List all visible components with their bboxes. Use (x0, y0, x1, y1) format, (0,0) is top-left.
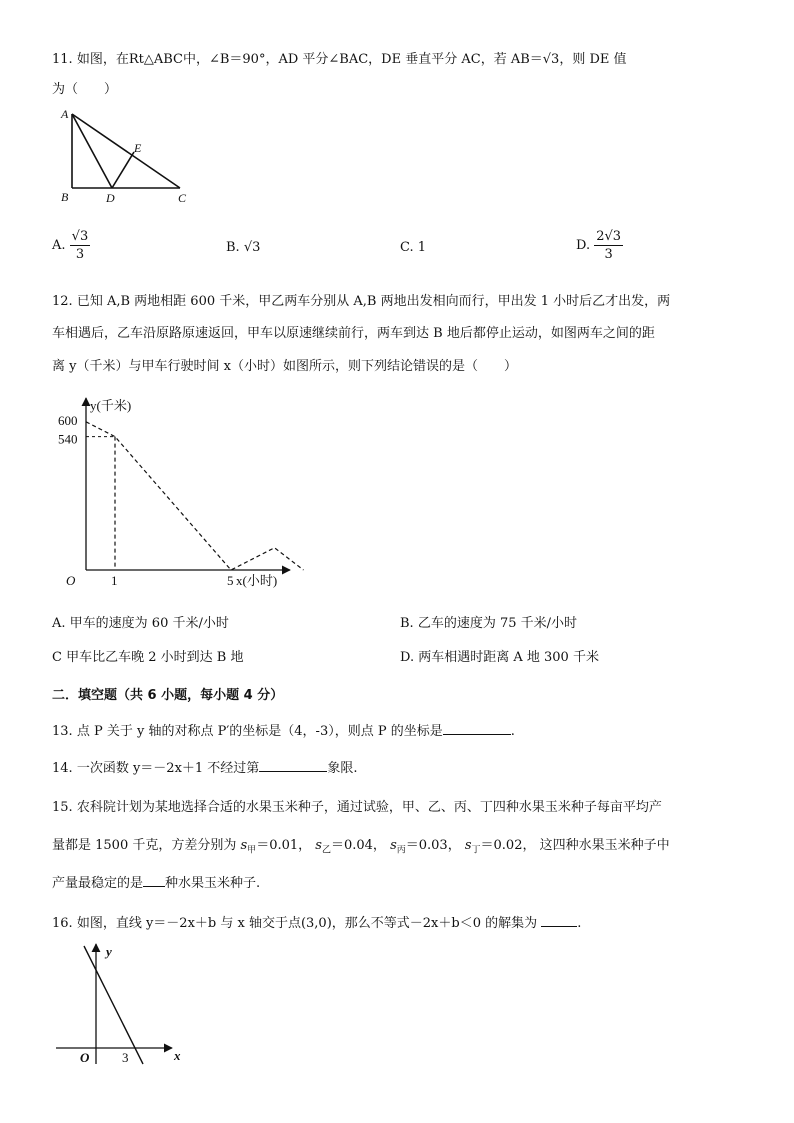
q12-y-tick-600: 600 (58, 412, 78, 428)
q11-option-a (52, 228, 90, 263)
q13-answer-blank[interactable] (443, 722, 511, 735)
q13-number: 13. (52, 724, 73, 739)
q12-text-line1: 已知 A,B 两地相距 600 千米，甲乙两车分别从 A,B 两地出发相向而行，甲出发 1 小时后乙才出发，两 (76, 294, 671, 309)
q15-variance-ding-sub: 丁 (471, 845, 481, 856)
q12-option-c-label: C (52, 650, 62, 665)
q11-text: 如图，在Rt△ABC中，∠B＝90°，AD 平分∠BAC，DE 垂直平分 AC，若 AB＝√3，则 DE 值 (76, 52, 627, 67)
q11-option-b-label: B. (226, 240, 240, 255)
q11-triangle-figure (50, 104, 200, 208)
q12-distance-time-chart (50, 392, 310, 598)
q11-option-a-fraction (70, 228, 91, 263)
q15-stem-line2 (52, 834, 670, 856)
q14-answer-blank[interactable] (259, 759, 327, 772)
q15-variance-yi-sub: 乙 (321, 845, 331, 856)
q12-x-axis-label: x(小时) (236, 573, 278, 588)
q12-option-a-label: A. (52, 616, 66, 631)
q12-series-line (86, 422, 304, 570)
q12-y-axis-label: y(千米) (90, 398, 132, 413)
q11-option-d-label: D. (576, 238, 591, 253)
q11-option-d-denominator: 3 (604, 247, 613, 262)
q16-answer-blank[interactable] (541, 914, 577, 927)
q12-x-tick-1: 1 (111, 573, 118, 588)
q11-label-e: E (134, 141, 142, 155)
q11-side-ac (72, 114, 180, 188)
q16-x-label: x (174, 1048, 181, 1063)
q15-variance-ding: $s_丁=0.02$， (464, 838, 536, 856)
q11-label-b: B (61, 190, 69, 204)
q14-number: 14. (52, 761, 73, 776)
q15-stem-line3 (52, 872, 260, 891)
q16-text-end: . (577, 916, 582, 931)
q15-variance-jia: $s_甲=0.01$， (240, 838, 312, 856)
q12-option-d-label: D. (400, 650, 415, 665)
q15-variance-yi-value: ＝0.04， (330, 838, 386, 853)
q11-label-a: A (61, 107, 69, 121)
q11-option-a-denominator: 3 (75, 247, 85, 262)
q15-text-line3-end: 种水果玉米种子. (165, 876, 261, 891)
q13-text: 点 P 关于 y 轴的对称点 P′的坐标是（4，-3），则点 P 的坐标是 (76, 724, 443, 739)
q16-line-figure (50, 938, 200, 1068)
q11-option-d (576, 228, 623, 263)
q15-text-line2: 量都是 1500 千克，方差分别为 (52, 838, 237, 853)
section-2-heading: 二．填空题（共 6 小题，每小题 4 分） (52, 688, 284, 703)
q11-number: 11. (52, 52, 73, 67)
q13-text-end: . (510, 724, 515, 739)
q14-text: 一次函数 y＝－2x＋1 不经过第 (76, 761, 260, 776)
q15-text-line1: 农科院计划为某地选择合适的水果玉米种子，通过试验，甲、乙、丙、丁四种水果玉米种子每亩平均产 (76, 800, 662, 815)
q15-text-line2-end: 这四种水果玉米种子中 (539, 838, 670, 853)
q13-stem (52, 720, 515, 739)
q15-answer-blank[interactable] (143, 874, 165, 887)
q11-option-b (226, 240, 260, 255)
q11-option-a-numerator: √3 (71, 229, 89, 244)
q16-line-graph (84, 946, 143, 1064)
q12-y-tick-540: 540 (58, 431, 78, 447)
q15-stem-line1 (52, 796, 662, 815)
q12-option-a (52, 612, 229, 631)
q12-option-d-text: 两车相遇时距离 A 地 300 千米 (418, 650, 599, 665)
q12-x-tick-5: 5 (227, 573, 234, 588)
q12-option-c-text: 甲车比乙车晚 2 小时到达 B 地 (66, 650, 244, 665)
q12-option-a-text: 甲车的速度为 60 千米/小时 (69, 616, 229, 631)
q11-label-d: D (106, 191, 115, 205)
q15-variance-bing: $s_丙=0.03$， (390, 838, 461, 856)
q12-option-b (400, 612, 577, 631)
q11-stem (52, 48, 627, 67)
q11-segment-de (112, 152, 134, 188)
q15-variance-jia-value: ＝0.01， (256, 838, 312, 853)
q11-option-d-fraction (594, 228, 623, 263)
q16-y-label: y (106, 944, 112, 959)
q12-option-d (400, 646, 599, 665)
q16-origin-label: O (80, 1050, 90, 1065)
q14-text-end: 象限. (327, 761, 358, 776)
q15-variance-yi: $s_乙=0.04$， (315, 838, 386, 856)
q16-tick-3: 3 (122, 1050, 129, 1065)
q12-option-b-label: B. (400, 616, 414, 631)
q11-segment-ad (72, 114, 112, 188)
q11-option-c (400, 240, 426, 255)
q15-number: 15. (52, 800, 73, 815)
q16-text: 如图，直线 y＝－2x＋b 与 x 轴交于点(3,0)，那么不等式－2x＋b＜0 的解集为 (76, 916, 538, 931)
q11-option-a-label: A. (52, 238, 66, 253)
q12-stem-line3: 离 y（千米）与甲车行驶时间 x（小时）如图所示，则下列结论错误的是（ ） (52, 359, 517, 374)
q15-variance-bing-sub: 丙 (396, 845, 406, 856)
q16-stem (52, 912, 581, 931)
q12-stem-line1 (52, 290, 670, 309)
q11-option-d-numerator: 2√3 (596, 229, 622, 244)
q15-variance-ding-value: ＝0.02， (480, 838, 536, 853)
q14-stem (52, 757, 357, 776)
q15-variance-bing-value: ＝0.03， (405, 838, 461, 853)
q11-option-c-label: C. (400, 240, 414, 255)
q15-text-line3: 产量最稳定的是 (52, 876, 144, 891)
q12-option-b-text: 乙车的速度为 75 千米/小时 (417, 616, 578, 631)
q12-option-c (52, 646, 243, 665)
q16-number: 16. (52, 916, 73, 931)
q11-label-c: C (178, 191, 187, 205)
q15-variance-jia-sub: 甲 (247, 845, 257, 856)
q12-number: 12. (52, 294, 73, 309)
q12-stem-line2: 车相遇后，乙车沿原路原速返回，甲车以原速继续前行，两车到达 B 地后都停止运动，如图两车之间的距 (52, 326, 655, 341)
q11-stem-line2: 为（ ） (52, 82, 118, 97)
q11-option-c-value: 1 (417, 240, 427, 255)
q11-option-b-value: √3 (243, 240, 261, 255)
q12-origin-label: O (66, 573, 76, 588)
